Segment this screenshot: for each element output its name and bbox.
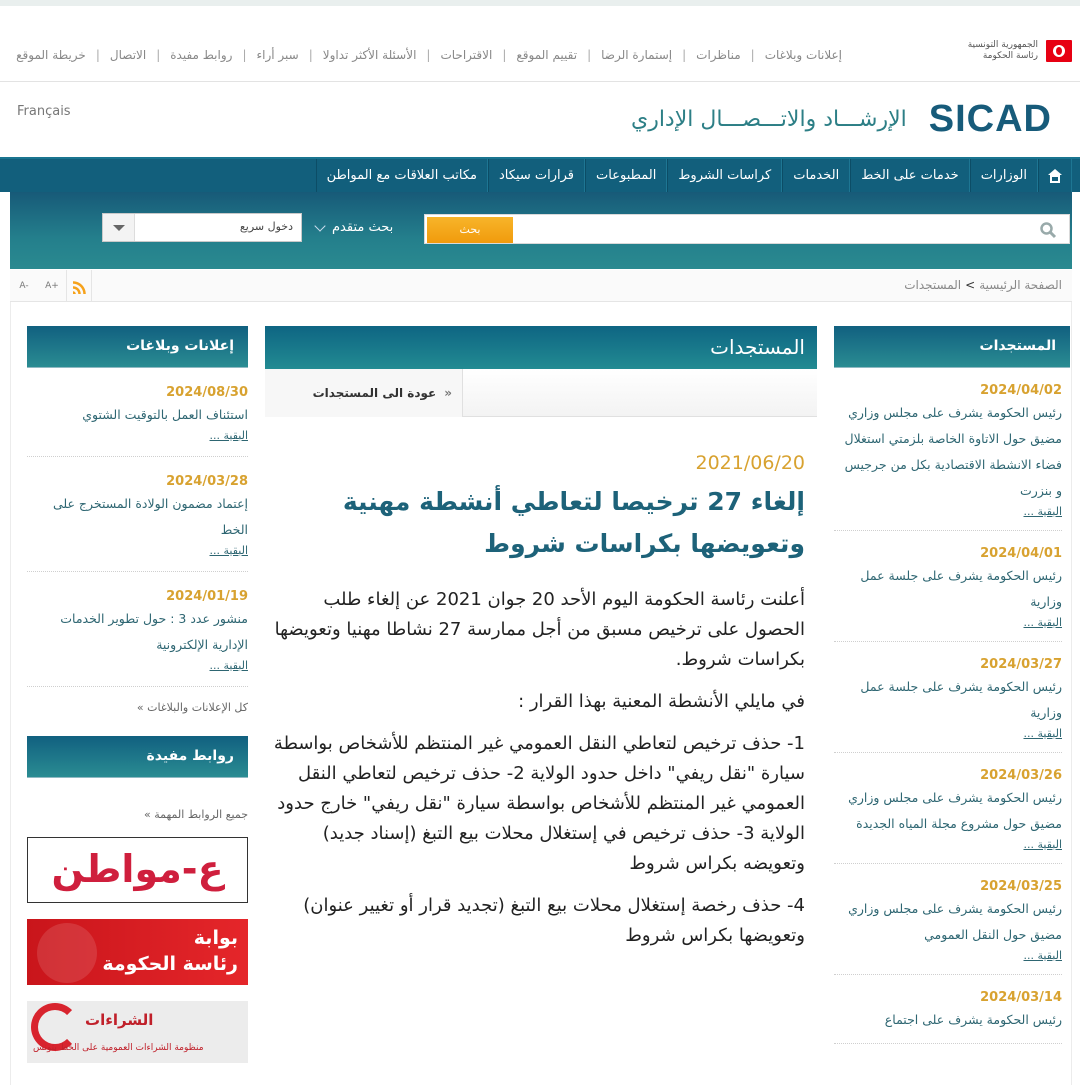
news-item[interactable] bbox=[834, 642, 1062, 753]
site-logo[interactable] bbox=[631, 98, 1052, 141]
nav-citizen-relations-offices[interactable]: مكاتب العلاقات مع المواطن bbox=[316, 159, 488, 192]
main-nav bbox=[0, 157, 1080, 192]
nav-sicad-decisions[interactable]: قرارات سيكاد bbox=[488, 159, 585, 192]
main-content bbox=[265, 326, 817, 963]
top-link-suggestions[interactable]: الاقتراحات bbox=[440, 48, 493, 62]
quick-access-select[interactable] bbox=[102, 213, 302, 242]
separator: | bbox=[750, 48, 755, 62]
announcement-text[interactable]: إعتماد مضمون الولادة المستخرج على الخط bbox=[52, 496, 248, 537]
quick-access-value: دخول سريع bbox=[239, 220, 293, 233]
news-date: 2024/03/14 bbox=[980, 990, 1062, 1005]
top-link-announcements[interactable]: إعلانات وبلاغات bbox=[764, 48, 842, 62]
separator: | bbox=[682, 48, 687, 62]
news-text[interactable]: رئيس الحكومة يشرف على مجلس وزاري مضيق حول النقل العمومي bbox=[848, 901, 1062, 942]
gov-line-1: الجمهورية التونسية bbox=[967, 40, 1038, 50]
home-icon bbox=[1047, 169, 1063, 183]
news-date: 2024/03/25 bbox=[980, 879, 1062, 894]
nav-forms[interactable]: المطبوعات bbox=[585, 159, 667, 192]
back-to-news-button[interactable] bbox=[265, 369, 463, 417]
breadcrumb-current: المستجدات bbox=[904, 278, 962, 292]
breadcrumb-home[interactable]: الصفحة الرئيسية bbox=[979, 278, 1062, 292]
article-paragraph: 4- حذف رخصة إستغلال محلات بيع التبغ (تجديد قرار أو تغيير عنوان) وتعويضها بكراس شروط bbox=[303, 895, 805, 946]
advanced-search-toggle[interactable] bbox=[316, 220, 393, 235]
announcement-date: 2024/01/19 bbox=[166, 589, 248, 604]
separator: | bbox=[502, 48, 507, 62]
read-more-link[interactable]: البقية ... bbox=[1023, 727, 1062, 740]
top-link-polls[interactable]: سبر أراء bbox=[256, 48, 299, 62]
separator: | bbox=[156, 48, 161, 62]
breadcrumb-separator: > bbox=[965, 278, 976, 292]
search-icon[interactable] bbox=[1039, 221, 1057, 239]
double-chevron-icon: « bbox=[444, 386, 452, 400]
search-input[interactable] bbox=[515, 216, 1005, 243]
news-item[interactable] bbox=[834, 975, 1062, 1044]
top-links-bar bbox=[0, 30, 1080, 82]
banner-gov-line-1: بوابة bbox=[193, 927, 238, 949]
top-link-useful-links[interactable]: روابط مفيدة bbox=[170, 48, 233, 62]
banner-public-procurement[interactable] bbox=[27, 1001, 248, 1063]
back-row bbox=[265, 369, 817, 417]
read-more-link[interactable]: البقية ... bbox=[209, 429, 248, 442]
announcement-item[interactable] bbox=[27, 572, 248, 687]
nav-ministries[interactable]: الوزارات bbox=[970, 159, 1038, 192]
banner-government-portal[interactable] bbox=[27, 919, 248, 985]
read-more-link[interactable]: البقية ... bbox=[1023, 505, 1062, 518]
announcement-date: 2024/08/30 bbox=[166, 385, 248, 400]
article-paragraph: 1- حذف ترخيص لتعاطي النقل العمومي غير المنتظم للأشخاص بواسطة سيارة "نقل ريفي" داخل حدود الولاية 2- حذف ترخيص لتعاطي النقل العمومي غير المنتظم للأشخاص بواسطة سيارة "نقل ريفي" خارج حدود الولاية 3- حذف ترخيص في إستغلال محلات بيع التبغ (إسناد جديد) وتعويضه بكراس شروط bbox=[273, 733, 805, 874]
separator: | bbox=[587, 48, 592, 62]
tunisia-flag-icon bbox=[1046, 40, 1072, 62]
language-link-french[interactable]: Français bbox=[17, 104, 71, 119]
nav-home[interactable] bbox=[1038, 159, 1072, 192]
announcements-title: إعلانات وبلاغات bbox=[27, 326, 248, 368]
announcement-item[interactable] bbox=[27, 368, 248, 457]
news-date: 2024/04/01 bbox=[980, 546, 1062, 561]
left-sidebar bbox=[27, 326, 248, 1079]
read-more-link[interactable]: البقية ... bbox=[209, 659, 248, 672]
top-link-site-rating[interactable]: تقييم الموقع bbox=[516, 48, 578, 62]
article-title: إلغاء 27 ترخيصا لتعاطي أنشطة مهنية وتعويضها بكراسات شروط bbox=[342, 487, 805, 558]
news-item[interactable] bbox=[834, 368, 1062, 531]
search-band bbox=[10, 192, 1072, 269]
news-item[interactable] bbox=[834, 753, 1062, 864]
logo-sicad-text: SICAD bbox=[928, 98, 1052, 140]
breadcrumb bbox=[904, 278, 1062, 292]
read-more-link[interactable]: البقية ... bbox=[1023, 616, 1062, 629]
font-increase-button[interactable]: A+ bbox=[45, 281, 59, 291]
top-strip bbox=[0, 0, 1080, 6]
news-date: 2024/03/27 bbox=[980, 657, 1062, 672]
article-paragraph: في مايلي الأنشطة المعنية بهذا القرار : bbox=[518, 691, 805, 712]
useful-links-title: روابط مفيدة bbox=[27, 736, 248, 778]
news-text[interactable]: رئيس الحكومة يشرف على مجلس وزاري مضيق حول الاتاوة الخاصة بلزمتي استغلال فضاء الانشطة الاقتصادية بكل من جرجيس و بنزرت bbox=[844, 405, 1062, 498]
news-date: 2024/03/26 bbox=[980, 768, 1062, 783]
page-title: المستجدات bbox=[265, 326, 817, 369]
search-box bbox=[424, 214, 1070, 244]
article-date: 2021/06/20 bbox=[695, 452, 805, 474]
article-body bbox=[273, 585, 805, 951]
logo-arabic-text: الإرشـــاد والاتـــصـــال الإداري bbox=[630, 107, 907, 132]
announcement-text[interactable]: منشور عدد 3 : حول تطوير الخدمات الإدارية الإلكترونية bbox=[60, 611, 248, 652]
news-text[interactable]: رئيس الحكومة يشرف على جلسة عمل وزارية bbox=[860, 568, 1062, 609]
news-text[interactable]: رئيس الحكومة يشرف على مجلس وزاري مضيق حول مشروع مجلة المياه الجديدة bbox=[848, 790, 1062, 831]
nav-online-services[interactable]: خدمات على الخط bbox=[850, 159, 970, 192]
read-more-link[interactable]: البقية ... bbox=[209, 544, 248, 557]
all-links-link[interactable]: جميع الروابط المهمة » bbox=[144, 808, 248, 821]
banner-gov-line-2: رئاسة الحكومة bbox=[102, 953, 238, 975]
search-button[interactable]: بحث bbox=[427, 217, 513, 243]
separator: | bbox=[426, 48, 431, 62]
read-more-link[interactable]: البقية ... bbox=[1023, 838, 1062, 851]
article bbox=[265, 417, 817, 951]
top-link-faq[interactable]: الأسئلة الأكثر تداولا bbox=[322, 48, 417, 62]
nav-services[interactable]: الخدمات bbox=[782, 159, 850, 192]
news-text[interactable]: رئيس الحكومة يشرف على اجتماع bbox=[884, 1012, 1062, 1027]
news-item[interactable] bbox=[834, 864, 1062, 975]
news-text[interactable]: رئيس الحكومة يشرف على جلسة عمل وزارية bbox=[860, 679, 1062, 720]
announcement-item[interactable] bbox=[27, 457, 248, 572]
rss-icon[interactable] bbox=[66, 270, 92, 302]
separator: | bbox=[242, 48, 247, 62]
gov-line-2: رئاسة الحكومة bbox=[982, 51, 1038, 61]
news-item[interactable] bbox=[834, 531, 1062, 642]
announcement-text[interactable]: استئناف العمل بالتوقيت الشتوي bbox=[82, 407, 248, 422]
news-sidebar bbox=[834, 326, 1070, 1044]
top-link-satisfaction-form[interactable]: إستمارة الرضا bbox=[601, 48, 673, 62]
read-more-link[interactable]: البقية ... bbox=[1023, 949, 1062, 962]
font-decrease-button[interactable]: A- bbox=[19, 281, 29, 291]
separator: | bbox=[308, 48, 313, 62]
announcement-date: 2024/03/28 bbox=[166, 474, 248, 489]
top-links bbox=[16, 48, 842, 62]
procurement-title: الشراءات bbox=[85, 1011, 154, 1029]
separator: | bbox=[95, 48, 100, 62]
procurement-subtitle: منظومة الشراءات العمومية على الخط بتونس bbox=[33, 1043, 204, 1053]
news-list bbox=[834, 368, 1070, 1044]
government-identity[interactable] bbox=[968, 40, 1072, 62]
article-paragraph: أعلنت رئاسة الحكومة اليوم الأحد 20 جوان 2021 عن إلغاء طلب الحصول على ترخيص مسبق من أجل ممارسة 27 نشاطا مهنيا وتعويضها بكراسات شروط. bbox=[274, 589, 805, 670]
chevron-down-icon bbox=[314, 220, 325, 231]
nav-specifications[interactable]: كراسات الشروط bbox=[667, 159, 782, 192]
dropdown-arrow-icon bbox=[103, 214, 135, 241]
top-link-competitions[interactable]: مناظرات bbox=[696, 48, 741, 62]
back-label: عودة الى المستجدات bbox=[312, 386, 437, 400]
banner-e-citizen[interactable]: ع-مواطن bbox=[27, 837, 248, 903]
top-link-sitemap[interactable]: خريطة الموقع bbox=[16, 48, 86, 62]
top-link-contact[interactable]: الاتصال bbox=[109, 48, 147, 62]
all-announcements-link[interactable]: كل الإعلانات والبلاغات » bbox=[136, 701, 248, 714]
page-tools bbox=[10, 270, 92, 302]
advanced-search-label: بحث متقدم bbox=[332, 220, 394, 235]
news-sidebar-title: المستجدات bbox=[834, 326, 1070, 368]
breadcrumb-bar bbox=[10, 270, 1072, 302]
news-date: 2024/04/02 bbox=[980, 383, 1062, 398]
